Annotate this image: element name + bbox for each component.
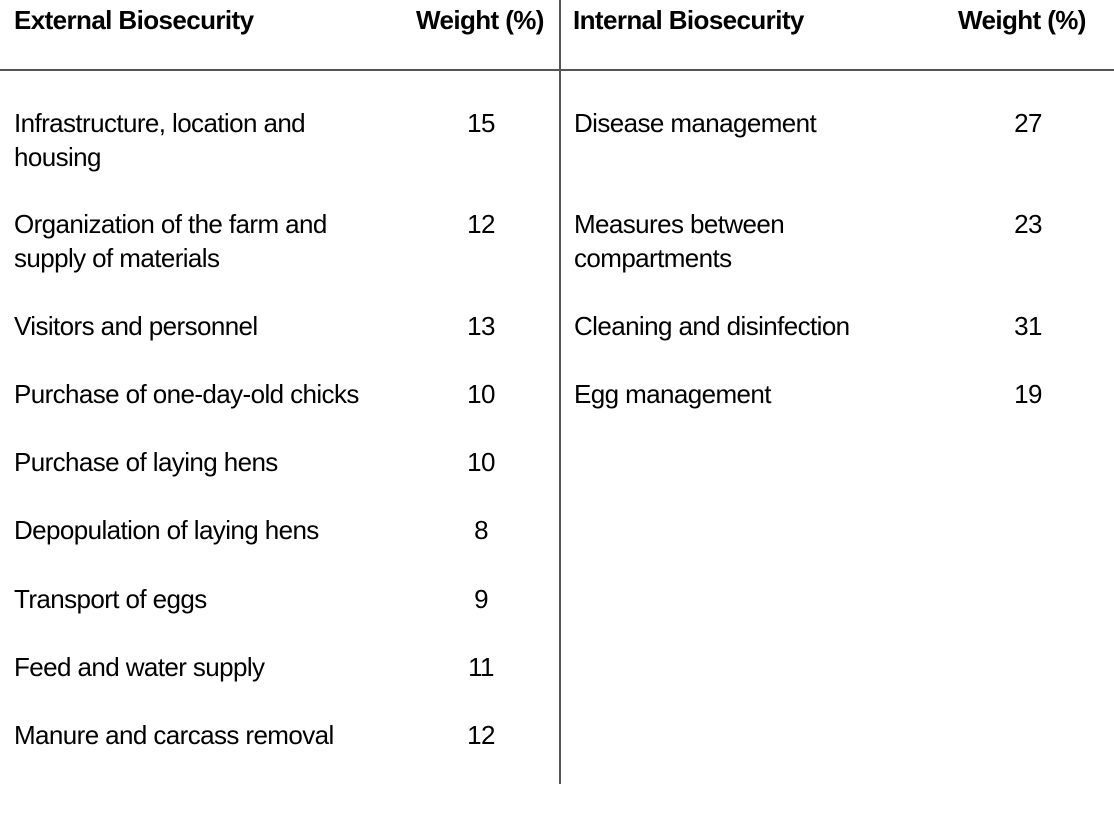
row-label: Manure and carcass removal xyxy=(14,720,334,750)
row-label: Purchase of one-day-old chicks xyxy=(14,379,359,409)
row-weight: 23 xyxy=(1014,209,1042,239)
row-weight: 12 xyxy=(467,209,495,239)
row-weight: 11 xyxy=(468,652,494,682)
header-divider xyxy=(0,69,1114,71)
row-weight: 15 xyxy=(467,108,495,138)
internal-weight-header: Weight (%) xyxy=(958,5,1086,35)
row-weight: 10 xyxy=(467,447,495,477)
row-weight: 10 xyxy=(467,379,495,409)
row-label: Organization of the farm and supply of materials xyxy=(14,209,327,273)
internal-biosecurity-header: Internal Biosecurity xyxy=(573,5,804,35)
row-label: Measures between compartments xyxy=(574,209,785,273)
external-weight-header: Weight (%) xyxy=(416,5,544,35)
row-label: Infrastructure, location and housing xyxy=(14,108,306,172)
row-label: Disease management xyxy=(574,108,817,138)
row-label: Transport of eggs xyxy=(14,584,207,614)
row-label: Cleaning and disinfection xyxy=(574,311,850,341)
row-label: Visitors and personnel xyxy=(14,311,258,341)
row-weight: 9 xyxy=(474,584,488,614)
row-label: Feed and water supply xyxy=(14,652,265,682)
column-divider xyxy=(559,0,561,784)
row-weight: 12 xyxy=(467,720,495,750)
row-weight: 19 xyxy=(1014,379,1042,409)
row-weight: 27 xyxy=(1014,108,1042,138)
row-weight: 8 xyxy=(474,515,488,545)
row-label: Depopulation of laying hens xyxy=(14,515,319,545)
row-weight: 31 xyxy=(1014,311,1042,341)
external-biosecurity-header: External Biosecurity xyxy=(14,5,254,35)
row-label: Purchase of laying hens xyxy=(14,447,278,477)
row-weight: 13 xyxy=(467,311,495,341)
row-label: Egg management xyxy=(574,379,771,409)
